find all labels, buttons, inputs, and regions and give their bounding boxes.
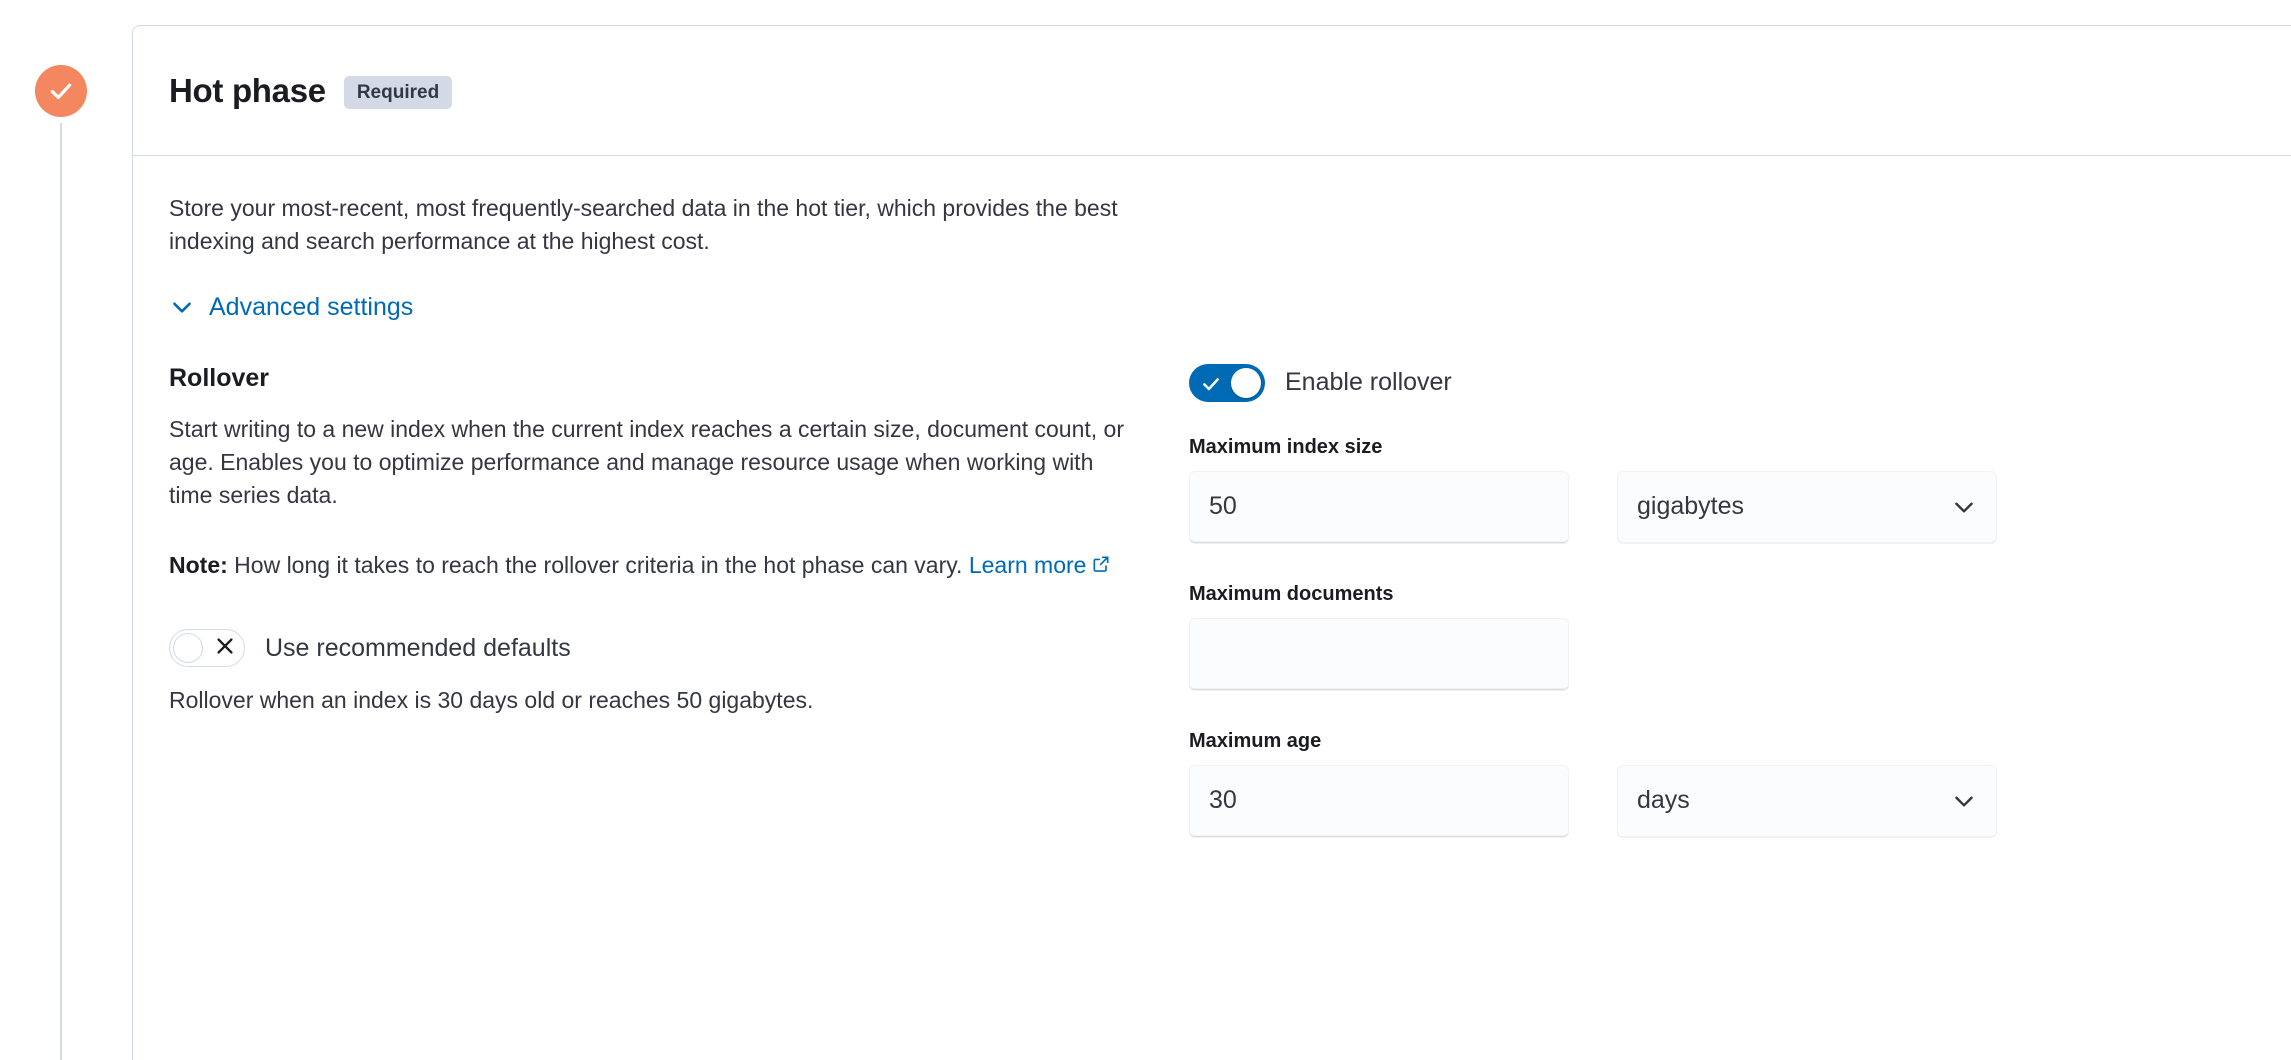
max-documents-input[interactable] <box>1189 618 1569 690</box>
rollover-note <box>169 549 1129 583</box>
rollover-note-text: How long it takes to reach the rollover criteria in the hot phase can vary. <box>227 551 969 578</box>
defaults-summary: Rollover when an index is 30 days old or reaches 50 gigabytes. <box>169 687 814 714</box>
chevron-down-icon <box>169 294 195 320</box>
rollover-fields-column <box>1189 364 1999 877</box>
max-documents-row <box>1189 583 1999 690</box>
chevron-down-icon <box>1951 494 1977 520</box>
external-link-icon <box>1091 550 1111 583</box>
max-documents-group <box>1189 583 1569 690</box>
max-age-unit-value: days <box>1637 786 1690 815</box>
max-documents-label: Maximum documents <box>1189 582 1394 605</box>
advanced-settings-label: Advanced settings <box>209 292 414 321</box>
max-index-size-unit-value: gigabytes <box>1637 492 1745 521</box>
max-index-size-row <box>1189 436 1999 543</box>
phase-status-check-icon <box>35 65 87 117</box>
status-badge: Required <box>344 76 452 109</box>
hot-phase-panel <box>132 25 2291 1060</box>
chevron-down-icon <box>1951 788 1977 814</box>
use-recommended-defaults-label: Use recommended defaults <box>265 633 571 662</box>
max-age-unit-label <box>1617 730 1997 753</box>
max-age-label: Maximum age <box>1189 729 1322 752</box>
rollover-description: Start writing to a new index when the current index reaches a certain size, document count, or age. Enables you to optimize performance and manage resource usage when working with time series data. <box>169 415 1125 509</box>
cross-icon <box>214 635 236 662</box>
rollover-info-column <box>169 364 1189 714</box>
rollover-note-label: Note: <box>169 551 228 578</box>
max-age-unit-group <box>1617 730 1997 837</box>
use-recommended-defaults-toggle[interactable] <box>169 629 245 667</box>
rollover-settings <box>169 364 2255 877</box>
learn-more-link[interactable]: Learn more <box>968 551 1087 578</box>
rollover-title: Rollover <box>169 363 270 392</box>
check-icon <box>1201 374 1221 399</box>
advanced-settings-toggle[interactable] <box>169 293 413 322</box>
max-index-size-unit-group <box>1617 436 1997 543</box>
phase-description: Store your most-recent, most frequently-searched data in the hot tier, which provides the best indexing and search performance at the highest cost. <box>169 195 1118 255</box>
max-index-size-input[interactable] <box>1189 471 1569 543</box>
max-index-size-group <box>1189 436 1569 543</box>
max-index-size-unit-label <box>1617 436 1997 459</box>
phase-timeline-rail <box>60 60 62 1060</box>
max-age-group <box>1189 730 1569 837</box>
page-title: Hot phase <box>169 71 326 109</box>
enable-rollover-toggle[interactable] <box>1189 364 1265 402</box>
max-age-row <box>1189 730 1999 837</box>
toggle-knob <box>1231 368 1261 398</box>
max-age-input[interactable] <box>1189 765 1569 837</box>
panel-body <box>133 156 2291 877</box>
panel-header <box>133 26 2291 156</box>
max-index-size-label: Maximum index size <box>1189 435 1383 458</box>
toggle-knob <box>173 633 203 663</box>
enable-rollover-label: Enable rollover <box>1285 368 1452 397</box>
use-recommended-defaults-row[interactable] <box>169 629 1129 667</box>
enable-rollover-row[interactable] <box>1189 364 1999 402</box>
max-index-size-unit-select[interactable] <box>1617 471 1997 543</box>
max-age-unit-select[interactable] <box>1617 765 1997 837</box>
